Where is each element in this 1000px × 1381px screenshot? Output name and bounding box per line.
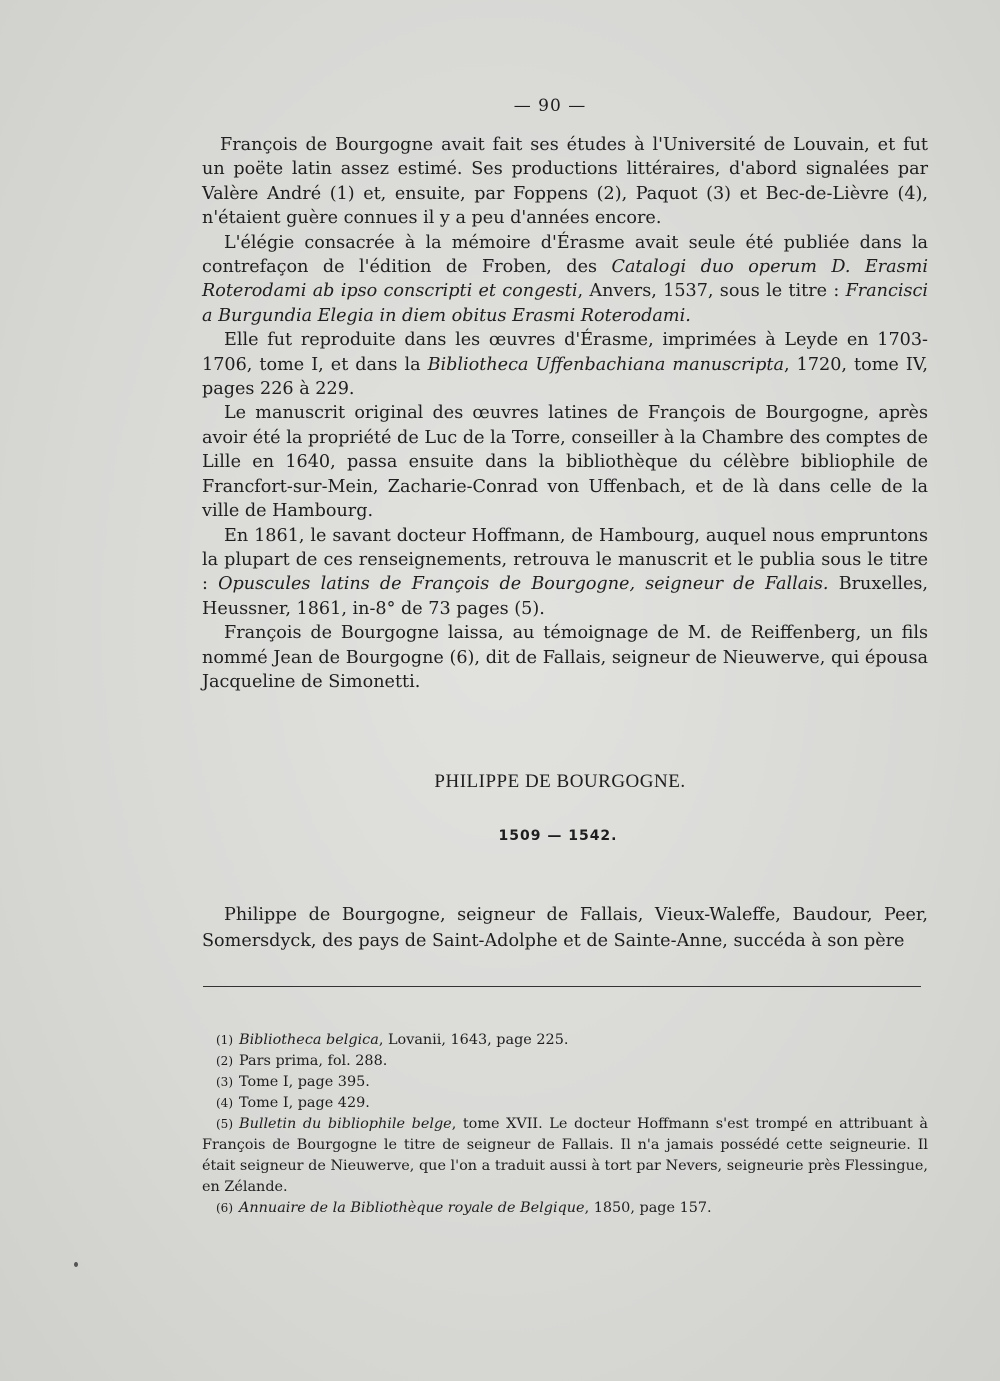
section-title: PHILIPPE DE BOURGOGNE. bbox=[434, 771, 686, 792]
section-dates: 1509 — 1542. bbox=[498, 828, 618, 844]
footnote-number: (3) bbox=[216, 1075, 233, 1089]
footnote-title: Annuaire de la Bibliothèque royale de Belgique bbox=[239, 1200, 585, 1216]
paragraph-4: Le manuscrit original des œuvres latines de François de Bourgogne, après avoir été la propriété de Luc de la Torre, conseiller à la Chambre des comptes de Lille en 1640, passa ensuite dans la bibliothèque du célèbre bibliophile de Francfort-sur-Mein, Zacharie-Conrad von Uffenbach, et de là dans celle de la ville de Hambourg. bbox=[202, 403, 928, 522]
footnote-5 bbox=[202, 1114, 928, 1198]
paragraph-5-text-a: En 1861, le savant docteur Hoffmann, de Hambourg, auquel nous empruntons la plupart de ces renseignements, retrouva le manuscrit et le publia sous le titre : bbox=[202, 525, 928, 595]
footnote-1 bbox=[202, 1030, 928, 1051]
paragraph-5 bbox=[202, 524, 928, 622]
footnote-divider bbox=[203, 986, 921, 987]
paragraph-2-title-elegia: Francisci a Burgundia Elegia in diem obitus Erasmi Roterodami. bbox=[202, 281, 928, 326]
footnote-text: , Lovanii, 1643, page 225. bbox=[378, 1032, 569, 1048]
paragraph-1: François de Bourgogne avait fait ses études à l'Université de Louvain, et fut un poëte latin assez estimé. Ses productions littéraires, d'abord signalées par Valère André (1) et, ensuite, par Foppens (2), Paquot (3) et Bec-de-Lièvre (4), n'étaient guère connues il y a peu d'années encore. bbox=[202, 135, 928, 229]
footnotes bbox=[202, 1030, 928, 1219]
footnote-text: , tome XVII. Le docteur Hoffmann s'est trompé en attribuant à François de Bourgogne le titre de seigneur de Fallais. Il n'a jamais possédé cette seigneurie. Il était seigneur de Nieuwerve, que l'on a traduit aussi à tort par Nevers, seigneurie près Flessingue, en Zélande. bbox=[202, 1116, 929, 1195]
paragraph-3-title-bibliotheca: Bibliotheca Uffenbachiana manuscripta bbox=[427, 354, 784, 375]
footnote-text: , 1850, page 157. bbox=[584, 1200, 712, 1216]
footnote-number: (2) bbox=[216, 1054, 233, 1068]
paragraph-5-text-c: Bruxelles, Heussner, 1861, in-8° de 73 pages (5). bbox=[202, 574, 928, 619]
body-text bbox=[202, 133, 928, 694]
footnote-number: (1) bbox=[216, 1033, 233, 1047]
paragraph-3-text-c: , 1720, tome IV, pages 226 à 229. bbox=[202, 354, 929, 400]
section-body bbox=[202, 902, 928, 954]
footnote-4 bbox=[202, 1093, 928, 1114]
footnote-text: Tome I, page 395. bbox=[239, 1074, 370, 1090]
page-number: — 90 — bbox=[513, 96, 587, 116]
paragraph-3 bbox=[202, 328, 928, 401]
footnote-2 bbox=[202, 1051, 928, 1072]
footnote-3 bbox=[202, 1072, 928, 1093]
footnote-text: Pars prima, fol. 288. bbox=[239, 1053, 388, 1069]
section-paragraph: Philippe de Bourgogne, seigneur de Fallais, Vieux-Waleffe, Baudour, Peer, Somersdyck, des pays de Saint-Adolphe et de Sainte-Anne, succéda à son père bbox=[202, 905, 928, 951]
footnote-title: Bulletin du bibliophile belge bbox=[239, 1116, 452, 1132]
paragraph-2 bbox=[202, 231, 928, 329]
paragraph-2-text-c: , Anvers, 1537, sous le titre : bbox=[577, 281, 846, 302]
paragraph-2-title-catalogi: Catalogi duo operum D. Erasmi Roterodami ab ipso conscripti et congesti bbox=[202, 257, 928, 302]
footnote-number: (5) bbox=[216, 1117, 233, 1131]
paragraph-6: François de Bourgogne laissa, au témoignage de M. de Reiffenberg, un fils nommé Jean de Bourgogne (6), dit de Fallais, seigneur de Nieuwerve, qui épousa Jacqueline de Simonetti. bbox=[202, 623, 928, 692]
footnote-6 bbox=[202, 1198, 928, 1219]
ink-speck bbox=[74, 1262, 78, 1267]
footnote-number: (4) bbox=[216, 1096, 233, 1110]
paragraph-5-title-opuscules: Opuscules latins de François de Bourgogne, seigneur de Fallais. bbox=[218, 574, 829, 595]
paragraph-3-text-a: Elle fut reproduite dans les œuvres d'Érasme, imprimées à Leyde en 1703-1706, tome I, et dans la bbox=[202, 330, 928, 375]
footnote-text: Tome I, page 429. bbox=[239, 1095, 370, 1111]
footnote-title: Bibliotheca belgica bbox=[239, 1032, 379, 1048]
footnote-number: (6) bbox=[216, 1201, 233, 1215]
paragraph-2-text-a: L'élégie consacrée à la mémoire d'Érasme avait seule été publiée dans la contrefaçon de l'édition de Froben, des bbox=[202, 232, 928, 278]
